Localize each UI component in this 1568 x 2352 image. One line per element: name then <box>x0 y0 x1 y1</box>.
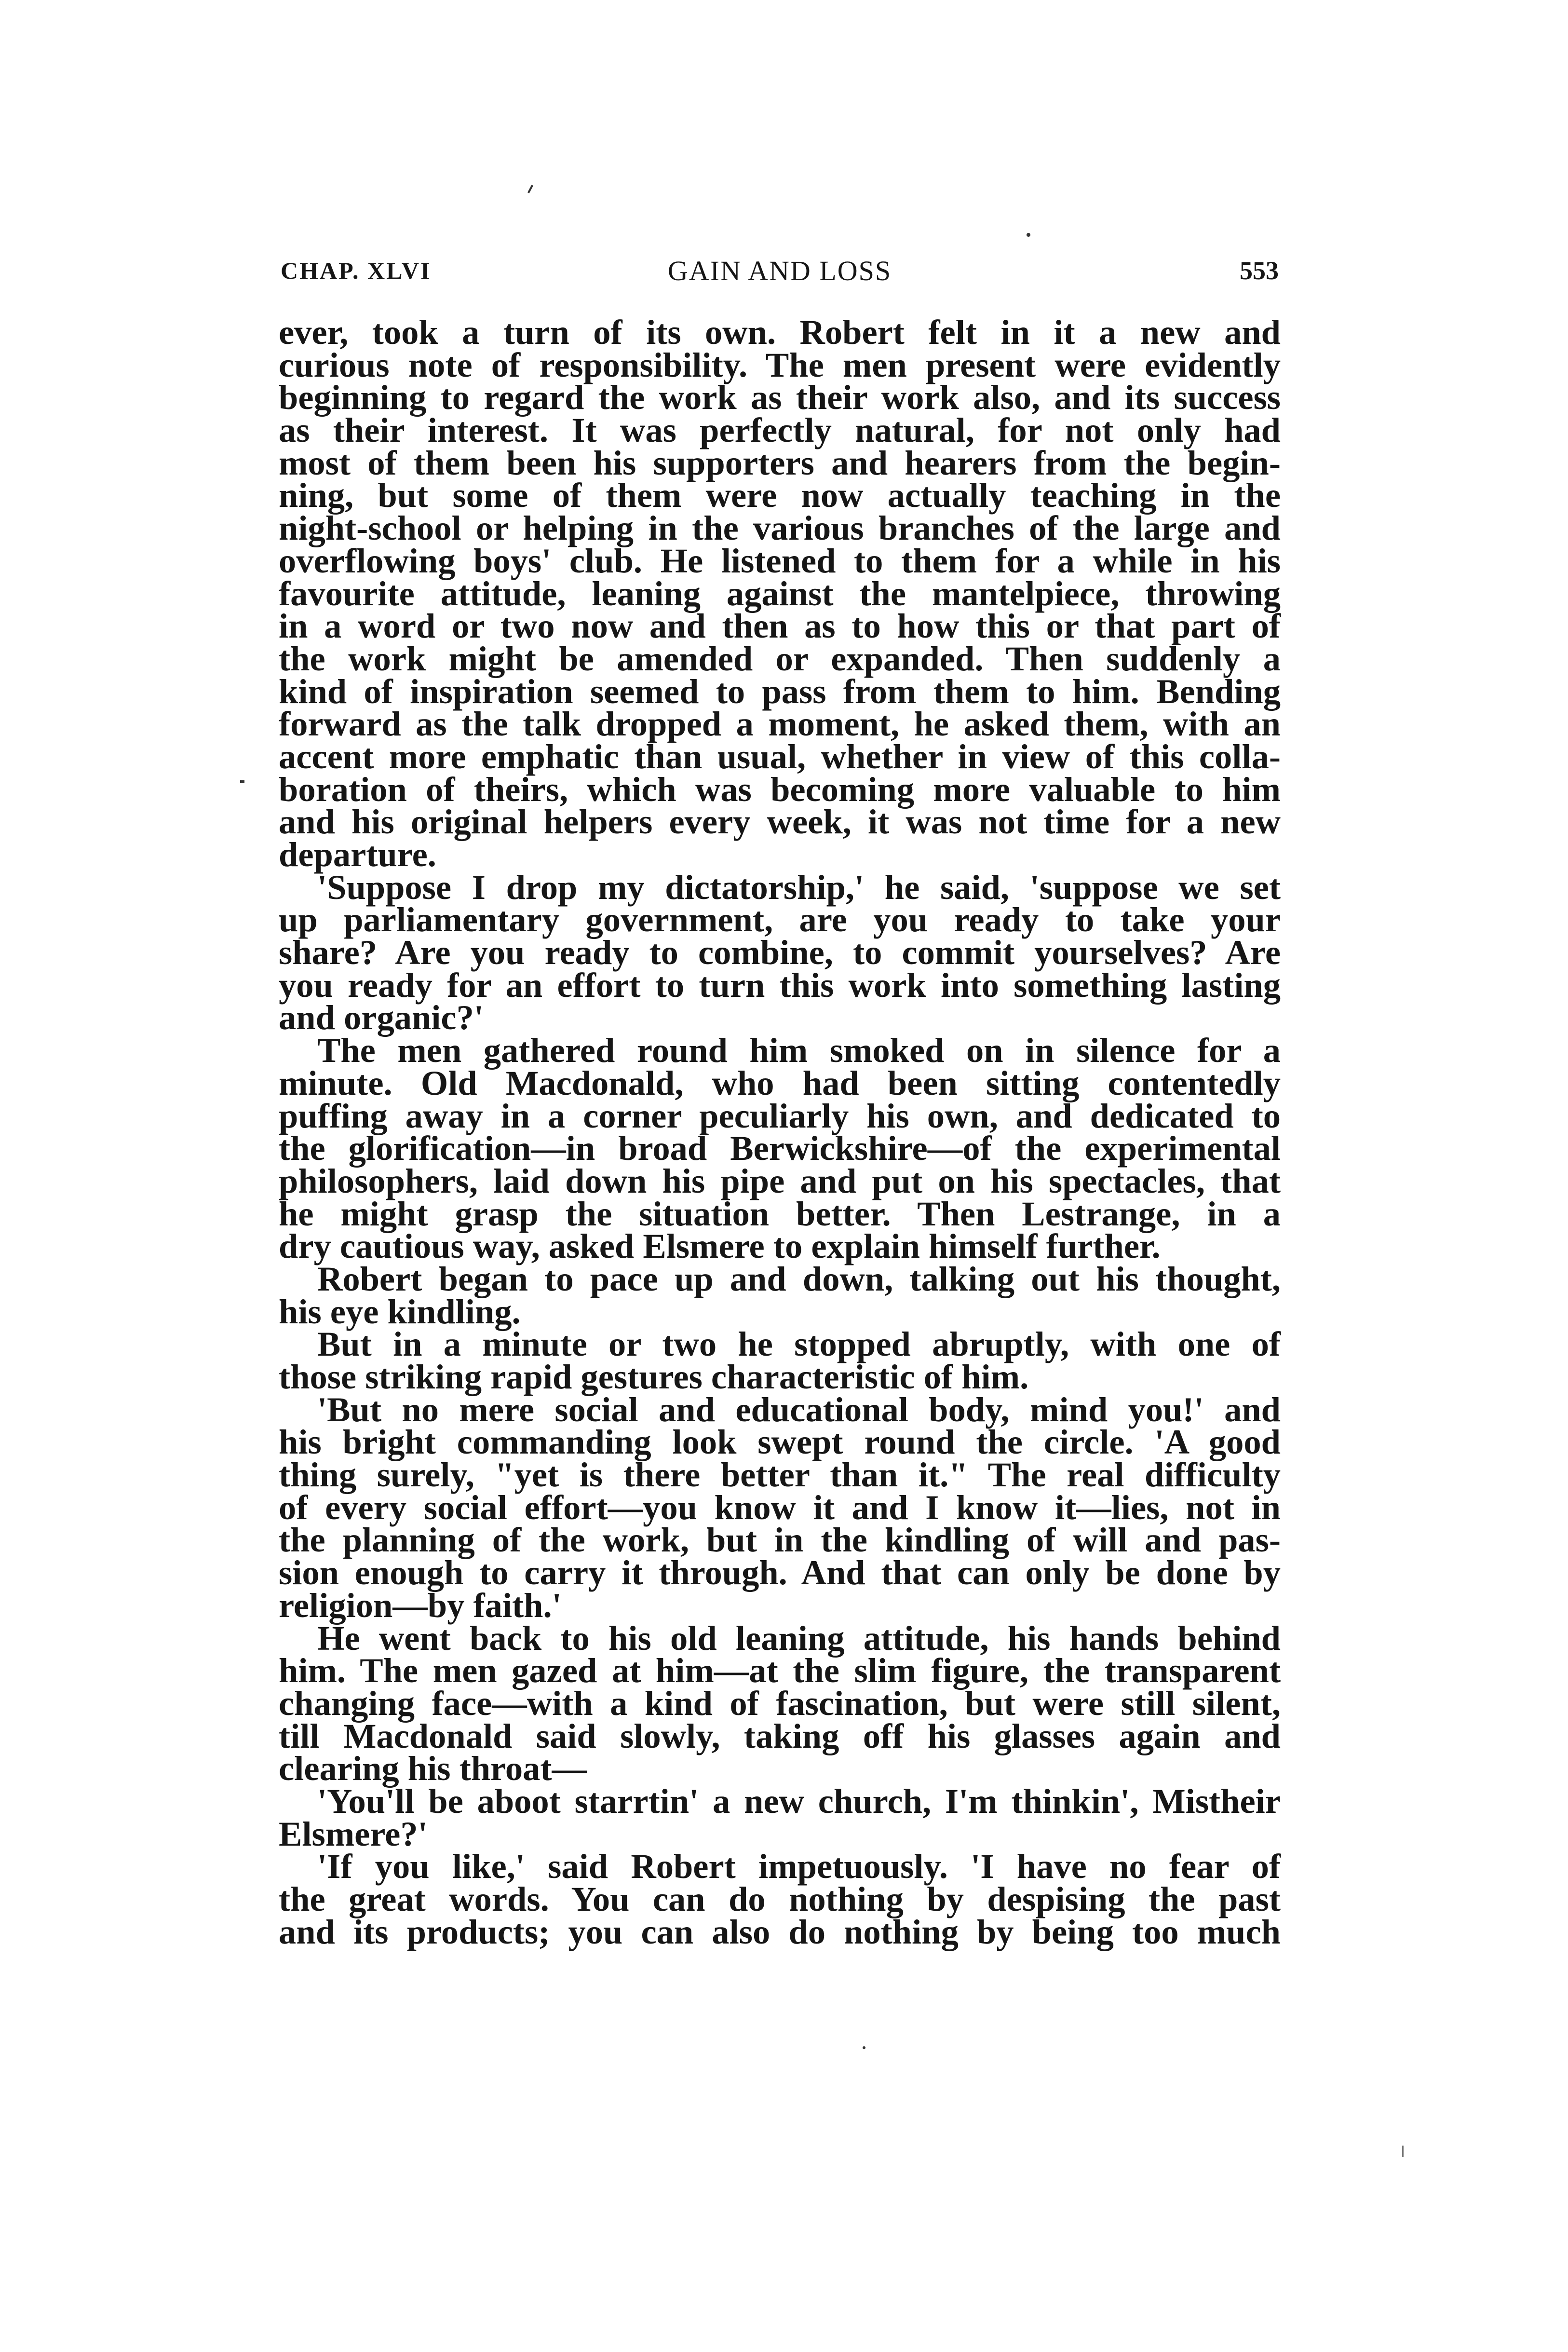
text-line: him. The men gazed at him—at the slim figure, the transparent <box>279 1651 1281 1690</box>
text-line: and organic?' <box>279 998 484 1037</box>
text-line: sion enough to carry it through. And that can only be done by <box>279 1553 1281 1592</box>
stray-mark <box>863 2046 865 2049</box>
stray-mark <box>1027 233 1030 237</box>
text-line: the great words. You can do nothing by despising the past <box>279 1879 1281 1918</box>
text-line: he might grasp the situation better. Then Lestrange, in a <box>279 1194 1281 1233</box>
chapter-title: GAIN AND LOSS <box>667 255 892 286</box>
text-line: dry cautious way, asked Elsmere to explain himself further. <box>279 1226 1161 1266</box>
text-line: 'But no mere social and educational body, mind you!' and <box>317 1389 1281 1429</box>
text-line: most of them been his supporters and hearers from the begin- <box>279 443 1281 482</box>
text-line: and its products; you can also do nothing by being too much <box>279 1912 1281 1951</box>
text-line: ning, but some of them were now actually teaching in the <box>279 476 1281 515</box>
page-number: 553 <box>1240 256 1279 285</box>
text-line: Elsmere?' <box>279 1814 428 1853</box>
text-line: curious note of responsibility. The men present were evidently <box>279 345 1281 384</box>
text-line: ever, took a turn of its own. Robert felt in it a new and <box>279 313 1281 352</box>
text-line: clearing his throat— <box>279 1749 587 1788</box>
running-head <box>281 257 1279 290</box>
chapter-label: CHAP. XLVI <box>281 257 432 284</box>
text-line: as their interest. It was perfectly natural, for not only had <box>279 410 1281 450</box>
text-line: beginning to regard the work as their work also, and its success <box>279 378 1281 417</box>
text-line: till Macdonald said slowly, taking off his glasses again and <box>279 1716 1281 1755</box>
text-line: of every social effort—you know it and I know it—lies, not in <box>279 1487 1281 1527</box>
text-line: 'Suppose I drop my dictatorship,' he said, 'suppose we set <box>317 867 1281 907</box>
text-line: his eye kindling. <box>279 1292 521 1331</box>
stray-mark <box>1402 2146 1404 2157</box>
text-line: forward as the talk dropped a moment, he asked them, with an <box>279 704 1281 744</box>
text-line: those striking rapid gestures characteristic of him. <box>279 1357 1029 1396</box>
text-line: the planning of the work, but in the kindling of will and pas- <box>279 1520 1281 1560</box>
text-line: and his original helpers every week, it was not time for a new <box>279 802 1281 842</box>
text-line: religion—by faith.' <box>279 1585 562 1625</box>
text-line: accent more emphatic than usual, whether in view of this colla- <box>279 736 1281 776</box>
text-line: in a word or two now and then as to how this or that part of <box>279 606 1281 646</box>
text-line: the glorification—in broad Berwickshire—of the experimental <box>279 1128 1281 1168</box>
text-line: night-school or helping in the various branches of the large and <box>279 508 1281 548</box>
text-line: the work might be amended or expanded. Then suddenly a <box>279 639 1281 678</box>
text-line: The men gathered round him smoked on in silence for a <box>317 1031 1281 1070</box>
text-line: He went back to his old leaning attitude, his hands behind <box>317 1618 1281 1658</box>
text-line: departure. <box>279 835 436 874</box>
text-line: his bright commanding look swept round the circle. 'A good <box>279 1422 1281 1462</box>
body-text <box>279 313 1281 1951</box>
text-line: minute. Old Macdonald, who had been sitting contentedly <box>279 1063 1281 1102</box>
text-line: But in a minute or two he stopped abruptly, with one of <box>317 1324 1281 1364</box>
text-line: kind of inspiration seemed to pass from them to him. Bending <box>279 671 1281 711</box>
text-line: up parliamentary government, are you ready to take your <box>279 900 1281 939</box>
stray-mark <box>527 185 533 193</box>
text-line: 'You'll be aboot starrtin' a new church, I'm thinkin', Mistheir <box>317 1781 1281 1821</box>
text-line: favourite attitude, leaning against the mantelpiece, throwing <box>279 573 1281 613</box>
text-line: thing surely, "yet is there better than it." The real difficulty <box>279 1455 1281 1495</box>
text-line: 'If you like,' said Robert impetuously. 'I have no fear of <box>317 1847 1281 1886</box>
stray-mark <box>240 780 244 783</box>
text-line: puffing away in a corner peculiarly his own, and dedicated to <box>279 1096 1281 1135</box>
text-line: changing face—with a kind of fascination, but were still silent, <box>279 1683 1281 1723</box>
text-line: you ready for an effort to turn this work into something lasting <box>279 965 1281 1005</box>
text-line: overflowing boys' club. He listened to them for a while in his <box>279 541 1281 580</box>
text-line: share? Are you ready to combine, to commit yourselves? Are <box>279 933 1281 972</box>
text-line: boration of theirs, which was becoming more valuable to him <box>279 769 1281 809</box>
text-line: philosophers, laid down his pipe and put on his spectacles, that <box>279 1161 1281 1200</box>
text-line: Robert began to pace up and down, talking out his thought, <box>317 1259 1281 1298</box>
